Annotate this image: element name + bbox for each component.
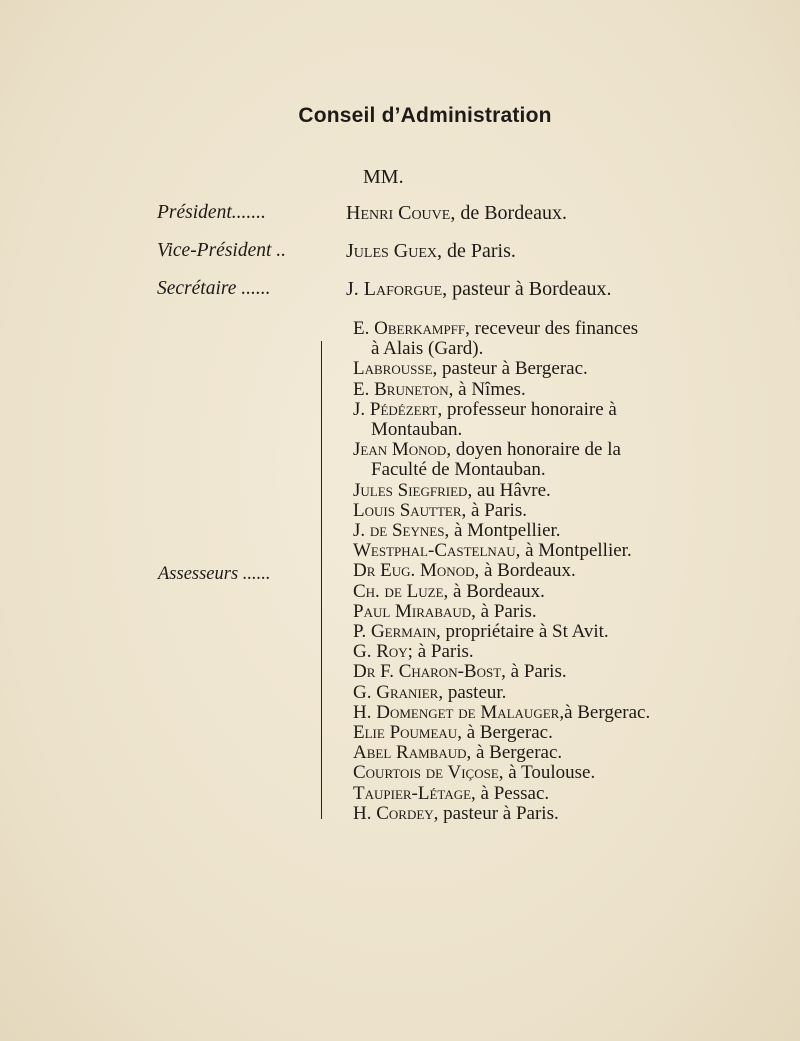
assessor-name: H. Domenget de Malauger <box>353 701 560 723</box>
assessor-detail: , à Toulouse. <box>498 762 596 784</box>
officer-name: J. Laforgue <box>346 278 443 300</box>
assessor-name: E. Oberkampff <box>353 318 466 339</box>
role-label-assessors: Assesseurs ...... <box>158 564 271 584</box>
assessor-detail: , à Paris. <box>471 600 537 622</box>
assessor-name: Ch. de Luze <box>353 580 444 602</box>
assessor-detail: , à Montpellier. <box>515 540 632 562</box>
assessor-detail: , pasteur à Paris. <box>433 802 559 824</box>
assessor-entry <box>353 359 793 379</box>
assessors-brace <box>315 341 322 819</box>
assessor-name: Courtois de Viçose <box>353 762 499 784</box>
assessor-name: Labrousse <box>353 358 433 380</box>
assessor-detail: , à Bergerac. <box>466 742 563 764</box>
assessor-detail-continuation: Faculté de Montauban. <box>371 459 546 481</box>
assessor-detail: , receveur des finances <box>465 318 639 339</box>
assessor-name: Louis Sautter <box>353 499 462 521</box>
assessor-name: Dr F. Charon-Bost <box>353 661 502 683</box>
assessor-entry <box>353 723 793 743</box>
assessor-entry <box>353 703 793 723</box>
officer-vice-president <box>346 240 516 263</box>
assessor-entry <box>353 602 793 622</box>
officer-detail: , de Bordeaux. <box>450 202 567 224</box>
assessor-name: Westphal-Castelnau <box>353 540 516 562</box>
assessor-detail: , à Bergerac. <box>457 722 553 744</box>
assessor-entry <box>353 804 793 824</box>
assessor-entry <box>353 622 793 642</box>
assessor-detail: , doyen honoraire de la <box>446 439 621 461</box>
assessor-entry <box>353 380 793 400</box>
assessor-detail-continuation: Montauban. <box>371 419 463 441</box>
assessor-entry <box>353 521 793 541</box>
role-label-vice-president: Vice-Président .. <box>157 240 287 261</box>
assessor-detail: , à Nîmes. <box>448 378 526 400</box>
assessor-detail: ,à Bergerac. <box>559 701 651 723</box>
assessor-name: Elie Poumeau <box>353 722 458 744</box>
officer-president <box>346 202 567 225</box>
assessor-name: Taupier-Létage <box>353 782 472 804</box>
assessor-entry <box>353 743 793 763</box>
assessor-detail: ; à Paris. <box>407 641 474 663</box>
assessor-entry <box>353 662 793 682</box>
assessor-entry <box>353 763 793 783</box>
assessor-entry <box>353 541 793 561</box>
assessor-detail: , pasteur. <box>438 681 507 703</box>
assessor-name: Jean Monod <box>353 439 447 461</box>
assessor-detail: , propriétaire à St Avit. <box>435 621 609 643</box>
officer-secretary <box>346 278 612 301</box>
assessor-detail: , professeur honoraire à <box>437 398 617 420</box>
assessor-detail: , à Paris. <box>501 661 567 683</box>
assessor-detail: , à Bordeaux. <box>443 580 545 602</box>
assessor-detail: , à Paris. <box>461 499 527 521</box>
assessor-name: E. Bruneton <box>353 378 449 400</box>
assessor-entry <box>353 319 793 359</box>
assessor-name: G. Roy <box>353 641 408 663</box>
assessor-name: Dr Eug. Monod <box>353 560 475 582</box>
assessor-name: J. Pédézert <box>353 398 438 420</box>
assessor-name: Jules Siegfried <box>353 479 468 501</box>
assessor-detail: , à Bordeaux. <box>474 560 576 582</box>
assessor-detail: , à Montpellier. <box>444 520 561 542</box>
messieurs-abbreviation: MM. <box>363 166 404 188</box>
assessor-name: Abel Rambaud <box>353 742 467 764</box>
assessor-name: P. Germain <box>353 621 436 643</box>
officer-detail: , pasteur à Bordeaux. <box>442 278 612 300</box>
assessor-name: J. de Seynes <box>353 520 445 542</box>
assessor-name: G. Granier <box>353 681 439 703</box>
assessor-entry <box>353 440 793 480</box>
assessor-detail: , au Hâvre. <box>467 479 551 501</box>
role-label-president: Président....... <box>157 202 266 223</box>
assessor-entry <box>353 784 793 804</box>
assessors-list <box>353 319 793 824</box>
assessor-entry <box>353 582 793 602</box>
role-label-secretary: Secrétaire ...... <box>157 278 271 299</box>
assessor-name: Paul Mirabaud <box>353 600 472 622</box>
assessor-detail-continuation: à Alais (Gard). <box>371 338 484 360</box>
assessor-entry <box>353 683 793 703</box>
page-title: Conseil d’Administration <box>298 104 552 127</box>
assessor-entry <box>353 642 793 662</box>
assessor-entry <box>353 501 793 521</box>
assessor-detail: , à Pessac. <box>471 782 550 804</box>
assessor-entry <box>353 561 793 581</box>
assessor-entry <box>353 481 793 501</box>
officer-name: Henri Couve <box>346 202 451 224</box>
assessor-detail: , pasteur à Bergerac. <box>432 358 588 380</box>
assessor-entry <box>353 400 793 440</box>
officer-detail: , de Paris. <box>437 240 516 262</box>
assessor-name: H. Cordey <box>353 802 434 824</box>
officer-name: Jules Guex <box>346 240 437 262</box>
